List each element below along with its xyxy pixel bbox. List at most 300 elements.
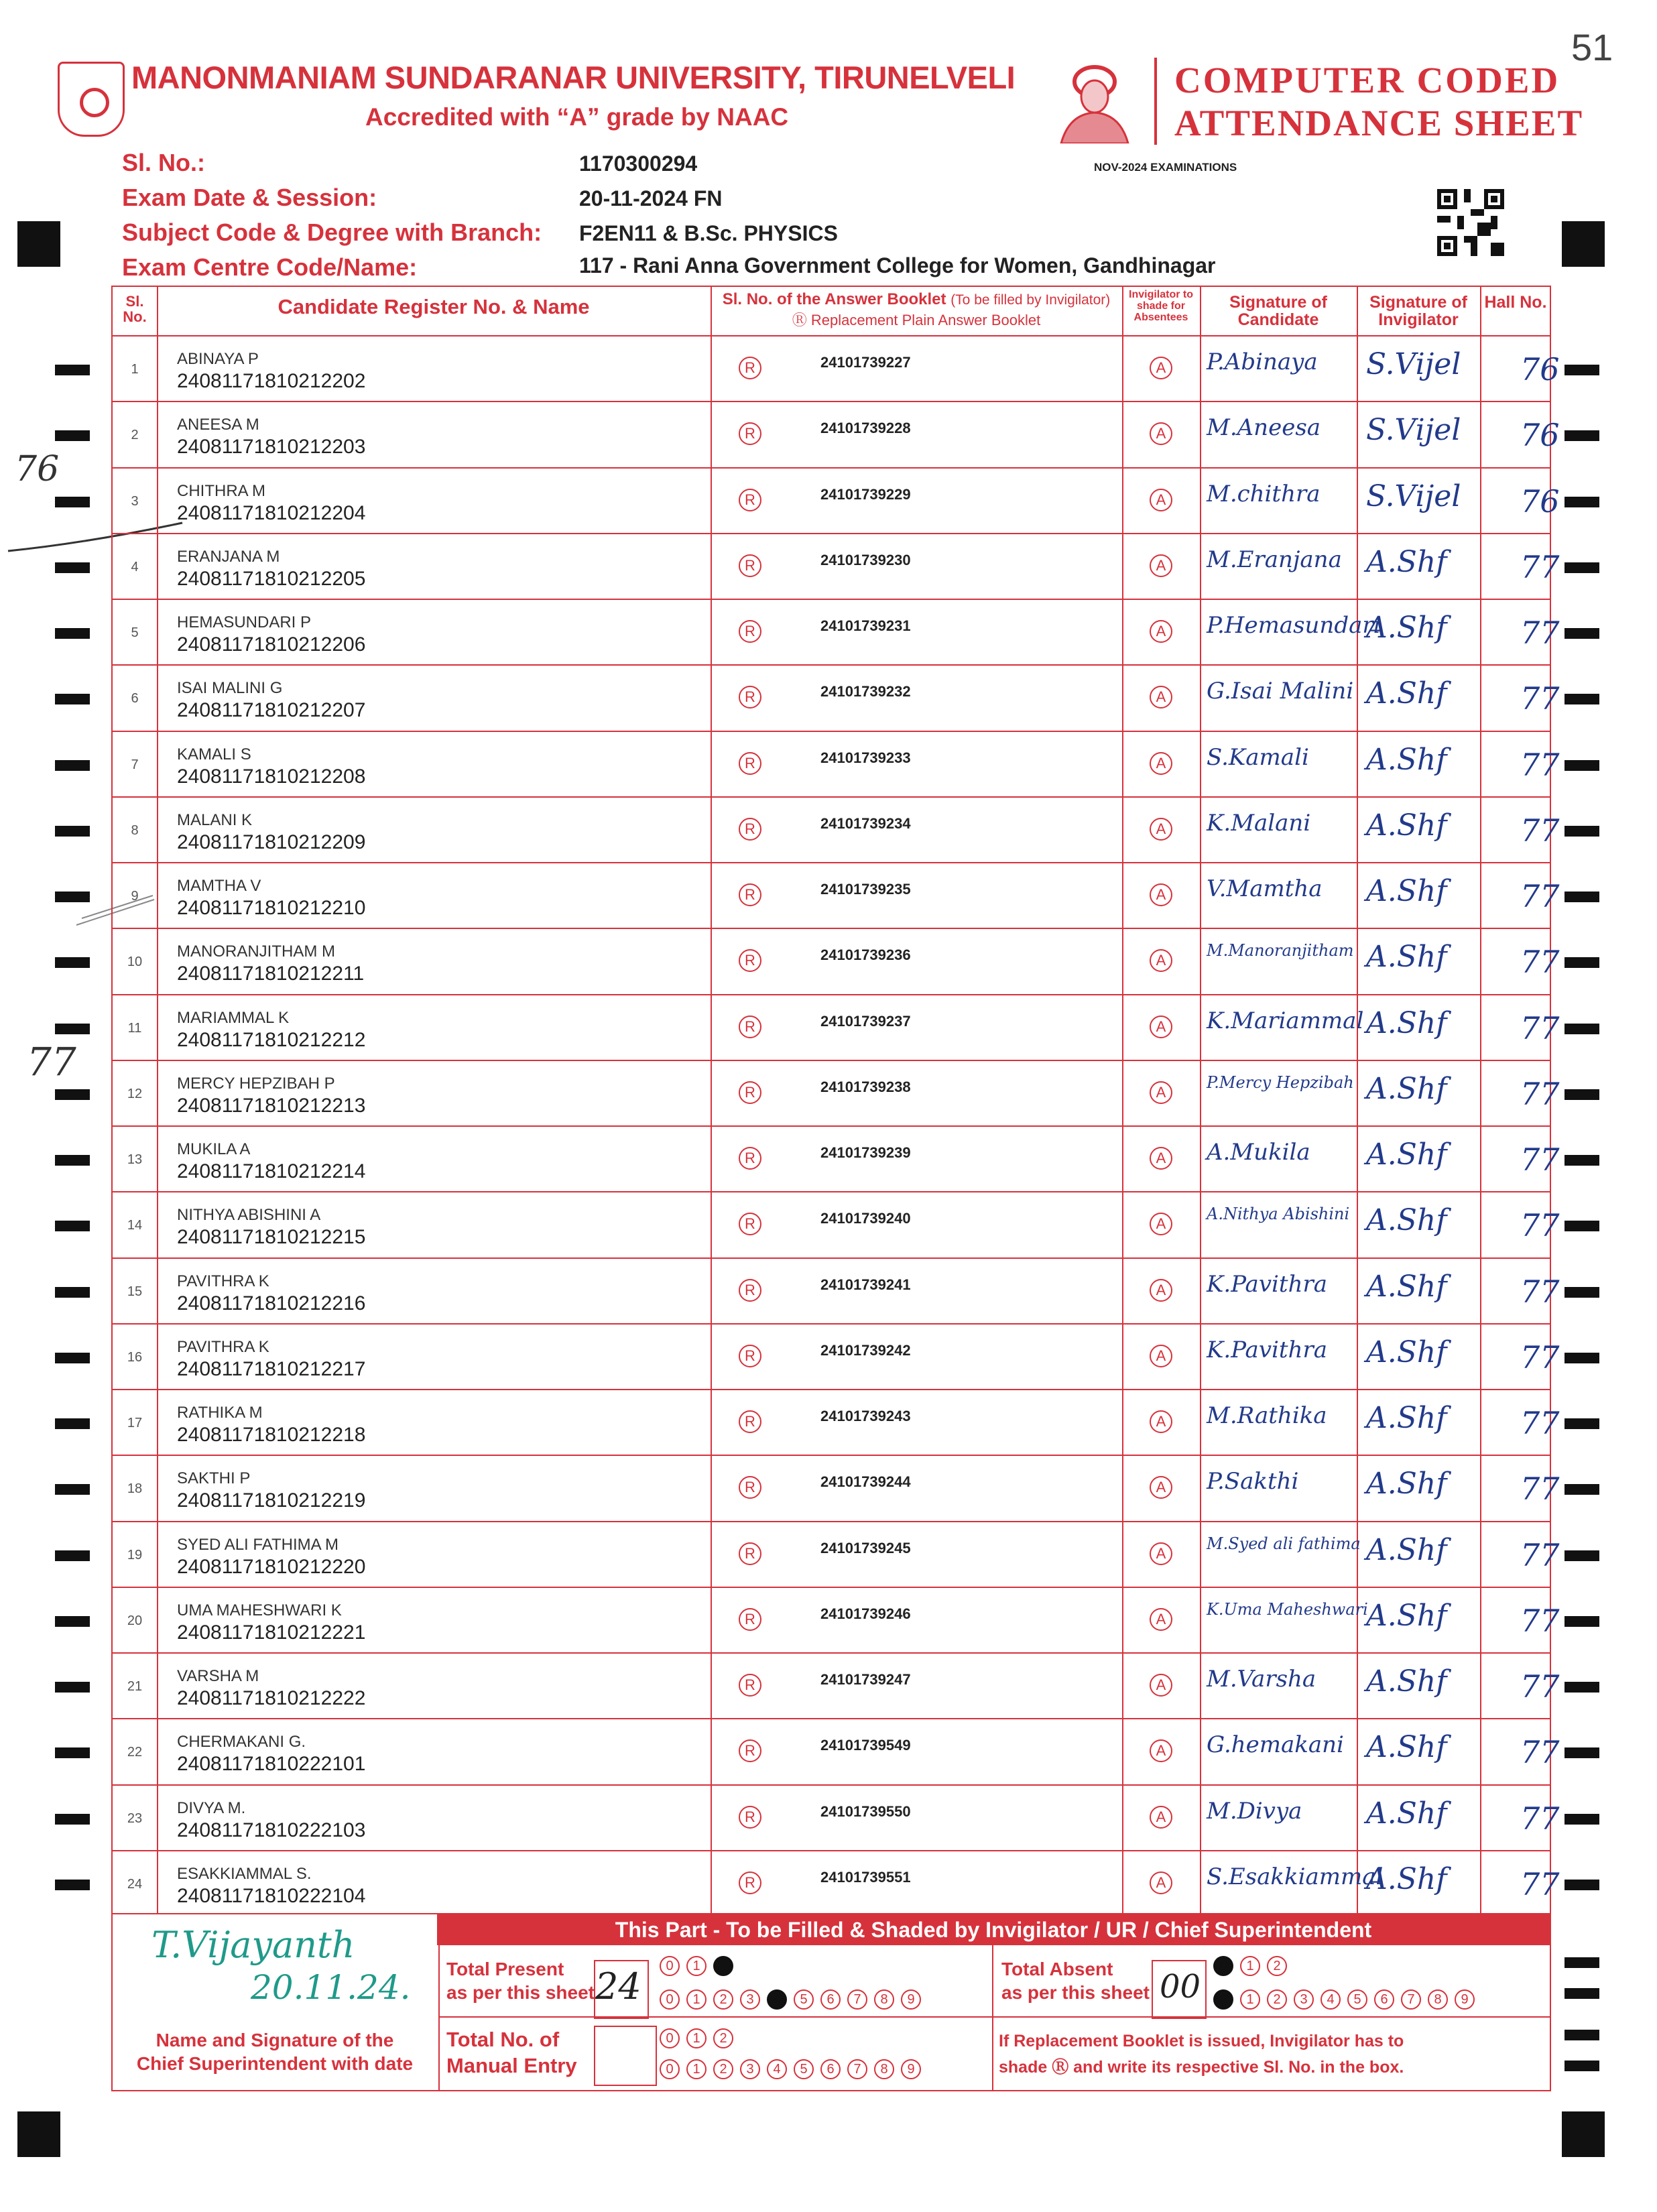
table-row xyxy=(113,1588,1560,1654)
invigilator-signature: A.Shf xyxy=(1366,1532,1447,1567)
replacement-bubble[interactable]: R xyxy=(739,1871,761,1894)
hall-number: 77 xyxy=(1520,615,1560,651)
candidate-name: SAKTHI P xyxy=(177,1469,251,1488)
margin-note-77: 77 xyxy=(27,1039,76,1085)
candidate-name: CHERMAKANI G. xyxy=(177,1733,306,1752)
candidate-signature: A.Mukila xyxy=(1207,1139,1310,1166)
replacement-bubble[interactable]: R xyxy=(739,620,761,643)
timing-mark xyxy=(1564,1616,1599,1627)
candidate-signature: P.Hemasundari xyxy=(1207,612,1381,639)
replacement-bubble[interactable]: R xyxy=(739,1279,761,1302)
invigilator-signature: A.Shf xyxy=(1366,874,1447,908)
candidate-signature: P.Sakthi xyxy=(1207,1468,1299,1495)
row-sl-no: 7 xyxy=(131,757,139,772)
digit-bubble[interactable]: 1 xyxy=(1240,1989,1260,2010)
register-number: 24081171810212204 xyxy=(177,501,366,524)
row-sl-no: 11 xyxy=(127,1020,142,1036)
absentee-bubble[interactable]: A xyxy=(1150,1016,1172,1038)
candidate-name: ISAI MALINI G xyxy=(177,679,283,698)
candidate-name: UMA MAHESHWARI K xyxy=(177,1601,342,1619)
booklet-number: 24101739549 xyxy=(820,1737,911,1754)
candidate-name: MANORANJITHAM M xyxy=(177,942,335,961)
hall-number: 77 xyxy=(1520,812,1560,849)
timing-mark xyxy=(55,1682,90,1693)
candidate-signature: V.Mamtha xyxy=(1207,875,1323,902)
candidate-name: ABINAYA P xyxy=(177,350,259,368)
candidate-name: DIVYA M. xyxy=(177,1798,246,1817)
absentee-bubble[interactable]: A xyxy=(1150,1806,1172,1829)
invigilator-signature: A.Shf xyxy=(1366,1269,1447,1304)
booklet-number: 24101739232 xyxy=(820,683,911,700)
booklet-number: 24101739236 xyxy=(820,946,911,964)
university-name: MANONMANIAM SUNDARANAR UNIVERSITY, TIRUNELVELI xyxy=(131,60,1016,95)
replacement-bubble[interactable]: R xyxy=(739,1081,761,1104)
sl-no-value: 1170300294 xyxy=(579,151,698,176)
table-row xyxy=(113,732,1560,798)
chief-label: Name and Signature of the Chief Superintendent with date xyxy=(136,2030,414,2074)
replacement-bubble[interactable]: R xyxy=(739,1608,761,1631)
digit-bubble[interactable]: 5 xyxy=(1347,1989,1367,2010)
replacement-bubble[interactable]: R xyxy=(739,1739,761,1762)
candidate-name: MUKILA A xyxy=(177,1140,251,1158)
replacement-bubble[interactable]: R xyxy=(739,883,761,906)
register-number: 24081171810212217 xyxy=(177,1357,366,1380)
row-sl-no: 13 xyxy=(127,1152,143,1167)
booklet-number: 24101739242 xyxy=(820,1341,911,1359)
timing-mark xyxy=(55,760,90,771)
digit-bubble[interactable]: 0 xyxy=(660,1989,680,2010)
digit-bubble[interactable]: 3 xyxy=(1294,1989,1314,2010)
sheet-title-line2: ATTENDANCE SHEET xyxy=(1174,103,1584,143)
table-row xyxy=(113,1786,1560,1851)
timing-mark xyxy=(55,1155,90,1166)
timing-mark xyxy=(55,1221,90,1231)
timing-mark xyxy=(1564,562,1599,573)
row-sl-no: 6 xyxy=(131,691,139,706)
row-sl-no: 18 xyxy=(127,1481,143,1497)
header-divider xyxy=(1154,58,1157,145)
hall-number: 77 xyxy=(1520,1207,1560,1244)
candidate-name: MARIAMMAL K xyxy=(177,1008,290,1027)
candidate-signature: K.Mariammal xyxy=(1207,1007,1364,1034)
timing-mark xyxy=(55,497,90,507)
absentee-bubble[interactable]: A xyxy=(1150,357,1172,379)
candidate-signature: M.Aneesa xyxy=(1207,414,1321,442)
absentee-bubble[interactable]: A xyxy=(1150,1739,1172,1762)
row-sl-no: 1 xyxy=(131,362,139,377)
absentee-bubble[interactable]: A xyxy=(1150,422,1172,445)
digit-bubble[interactable]: 1 xyxy=(686,1989,707,2010)
candidate-name: MERCY HEPZIBAH P xyxy=(177,1074,335,1093)
booklet-number: 24101739238 xyxy=(820,1078,911,1095)
digit-bubble[interactable]: 8 xyxy=(874,2059,894,2079)
register-number: 24081171810212219 xyxy=(177,1489,366,1512)
booklet-number: 24101739247 xyxy=(820,1671,911,1688)
digit-bubble[interactable]: 4 xyxy=(1321,1989,1341,2010)
digit-bubble[interactable]: 6 xyxy=(820,1989,841,2010)
qr-code-icon xyxy=(1437,189,1504,256)
replacement-bubble[interactable]: R xyxy=(739,752,761,775)
exam-date-label: Exam Date & Session: xyxy=(122,184,377,211)
digit-bubble[interactable]: 2 xyxy=(713,2059,733,2079)
booklet-number: 24101739551 xyxy=(820,1868,911,1886)
candidate-name: ESAKKIAMMAL S. xyxy=(177,1864,312,1883)
digit-bubble[interactable]: 7 xyxy=(1401,1989,1421,2010)
candidate-name: CHITHRA M xyxy=(177,481,265,500)
digit-bubble[interactable]: 9 xyxy=(901,1989,921,2010)
invigilator-signature: A.Shf xyxy=(1366,1401,1447,1435)
candidate-signature: K.Malani xyxy=(1207,809,1311,837)
replacement-bubble[interactable]: R xyxy=(739,818,761,841)
absentee-bubble[interactable]: A xyxy=(1150,1345,1172,1367)
absentee-bubble[interactable]: A xyxy=(1150,489,1172,511)
digit-bubble[interactable]: 4 xyxy=(767,2059,787,2079)
timing-mark xyxy=(1564,1814,1599,1825)
hall-number: 77 xyxy=(1520,680,1560,717)
candidate-name: PAVITHRA K xyxy=(177,1337,269,1356)
exam-series: NOV-2024 EXAMINATIONS xyxy=(1094,161,1237,174)
register-number: 24081171810212215 xyxy=(177,1226,366,1249)
booklet-number: 24101739233 xyxy=(820,749,911,766)
absentee-bubble[interactable]: A xyxy=(1150,1674,1172,1697)
replacement-bubble[interactable]: R xyxy=(739,1147,761,1170)
margin-note-76: 76 xyxy=(15,449,60,489)
replacement-bubble[interactable]: R xyxy=(739,686,761,709)
replacement-bubble[interactable]: R xyxy=(739,1476,761,1499)
col-hall-header: Hall No. xyxy=(1484,293,1547,312)
candidate-name: KAMALI S xyxy=(177,745,251,763)
hall-number: 77 xyxy=(1520,1273,1560,1310)
row-sl-no: 10 xyxy=(127,955,143,970)
digit-bubble[interactable]: 0 xyxy=(1213,1956,1233,1976)
table-row xyxy=(113,863,1560,929)
candidate-name: MAMTHA V xyxy=(177,877,261,895)
digit-bubble[interactable]: 0 xyxy=(660,2028,680,2048)
row-sl-no: 5 xyxy=(131,625,139,640)
candidate-signature: S.Kamali xyxy=(1207,743,1309,771)
absentee-bubble[interactable]: A xyxy=(1150,554,1172,577)
row-sl-no: 15 xyxy=(127,1284,143,1299)
replacement-bubble[interactable]: R xyxy=(739,1542,761,1565)
digit-bubble[interactable]: 7 xyxy=(847,1989,867,2010)
timing-mark xyxy=(1564,430,1599,441)
candidate-signature: M.Varsha xyxy=(1207,1666,1316,1693)
candidate-name: PAVITHRA K xyxy=(177,1272,269,1290)
timing-mark xyxy=(1564,760,1599,771)
accreditation-text: Accredited with “A” grade by NAAC xyxy=(365,103,789,131)
table-row xyxy=(113,1390,1560,1456)
replacement-bubble[interactable]: R xyxy=(739,1674,761,1697)
absentee-bubble[interactable]: A xyxy=(1150,752,1172,775)
timing-mark xyxy=(55,1024,90,1034)
digit-bubble[interactable]: 0 xyxy=(660,2059,680,2079)
register-number: 24081171810212220 xyxy=(177,1555,366,1578)
register-number: 24081171810212207 xyxy=(177,699,366,722)
digit-bubble[interactable]: 6 xyxy=(1374,1989,1394,2010)
register-number: 24081171810212212 xyxy=(177,1028,366,1051)
invigilator-signature: A.Shf xyxy=(1366,940,1447,975)
table-row xyxy=(113,1851,1560,1917)
hall-number: 76 xyxy=(1520,417,1560,454)
table-row xyxy=(113,336,1560,402)
replacement-bubble[interactable]: R xyxy=(739,357,761,379)
hall-number: 77 xyxy=(1520,1075,1560,1112)
absentee-bubble[interactable]: A xyxy=(1150,1476,1172,1499)
digit-bubble[interactable]: 1 xyxy=(686,2059,707,2079)
candidate-name: HEMASUNDARI P xyxy=(177,613,312,631)
booklet-number: 24101739241 xyxy=(820,1276,911,1293)
replacement-bubble[interactable]: R xyxy=(739,1213,761,1235)
timing-mark xyxy=(1562,2111,1605,2157)
hall-number: 77 xyxy=(1520,1602,1560,1639)
digit-bubble[interactable]: 8 xyxy=(874,1989,894,2010)
digit-bubble[interactable]: 2 xyxy=(713,2028,733,2048)
absentee-bubble[interactable]: A xyxy=(1150,1081,1172,1104)
row-sl-no: 19 xyxy=(127,1547,143,1562)
timing-mark xyxy=(1564,497,1599,507)
replacement-note: If Replacement Booklet is issued, Invigilator has to shade Ⓡ and write its respective Sl. No. in the box. xyxy=(999,2032,1404,2077)
absentee-bubble[interactable]: A xyxy=(1150,620,1172,643)
row-sl-no: 21 xyxy=(127,1679,143,1694)
invigilator-signature: A.Shf xyxy=(1366,1335,1447,1369)
invigilator-signature: A.Shf xyxy=(1366,1467,1447,1501)
digit-bubble[interactable]: 3 xyxy=(740,1989,760,2010)
chief-signature: T.Vijayanth xyxy=(151,1924,355,1966)
candidate-signature: G.hemakani xyxy=(1207,1731,1344,1759)
total-absent-label: Total Absent as per this sheet xyxy=(1001,1959,1150,2003)
invigilator-signature: A.Shf xyxy=(1366,1138,1447,1172)
candidate-signature: S.Esakkiammal xyxy=(1207,1863,1384,1890)
digit-bubble[interactable]: 2 xyxy=(713,1989,733,2010)
timing-mark xyxy=(17,2111,60,2157)
timing-mark xyxy=(1564,365,1599,375)
row-sl-no: 4 xyxy=(131,559,139,574)
digit-bubble[interactable]: 9 xyxy=(901,2059,921,2079)
hall-number: 77 xyxy=(1520,1009,1560,1046)
booklet-number: 24101739234 xyxy=(820,814,911,832)
register-number: 24081171810212218 xyxy=(177,1424,366,1446)
row-sl-no: 17 xyxy=(127,1416,143,1430)
replacement-bubble[interactable]: R xyxy=(739,1806,761,1829)
invigilator-signature: A.Shf xyxy=(1366,544,1447,579)
timing-mark xyxy=(55,1089,90,1100)
booklet-number: 24101739245 xyxy=(820,1539,911,1556)
invigilator-signature: A.Shf xyxy=(1366,1664,1447,1699)
register-number: 24081171810212208 xyxy=(177,765,366,788)
university-logo xyxy=(58,62,125,137)
table-row xyxy=(113,1192,1560,1258)
hall-number: 77 xyxy=(1520,746,1560,783)
total-present-label: Total Present as per this sheet xyxy=(446,1959,595,2003)
invigilator-signature: S.Vijel xyxy=(1366,347,1461,381)
col-sl-header: Sl. No. xyxy=(123,293,147,326)
col-candidate-header: Candidate Register No. & Name xyxy=(278,295,590,318)
replacement-bubble[interactable]: R xyxy=(739,554,761,577)
table-row xyxy=(113,1325,1560,1390)
timing-mark xyxy=(55,1418,90,1429)
col-sig-invigilator-header: Signature of Invigilator xyxy=(1369,293,1467,330)
candidate-signature: M.Eranjana xyxy=(1207,546,1342,573)
chief-sign-date: 20.11.24. xyxy=(251,1968,411,2007)
booklet-number: 24101739231 xyxy=(820,617,911,634)
replacement-bubble[interactable]: R xyxy=(739,422,761,445)
candidate-signature: K.Pavithra xyxy=(1207,1270,1327,1298)
digit-bubble[interactable]: 2 xyxy=(713,1956,733,1976)
manual-entry-label: Total No. of Manual Entry xyxy=(446,2028,577,2077)
booklet-number: 24101739243 xyxy=(820,1408,911,1424)
timing-mark xyxy=(1564,1353,1599,1363)
row-sl-no: 8 xyxy=(131,822,139,838)
candidate-name: MALANI K xyxy=(177,810,253,829)
candidate-signature: M.chithra xyxy=(1207,480,1321,507)
absentee-bubble[interactable]: A xyxy=(1150,1213,1172,1235)
col-booklet-header: Sl. No. of the Answer Booklet (To be filled by Invigilator) xyxy=(722,290,1111,308)
digit-bubble[interactable]: 9 xyxy=(1455,1989,1475,2010)
hall-number: 77 xyxy=(1520,1339,1560,1375)
timing-mark xyxy=(55,562,90,573)
row-sl-no: 2 xyxy=(131,428,139,443)
candidate-signature: P.Mercy Hepzibah xyxy=(1207,1072,1354,1092)
register-number: 24081171810222101 xyxy=(177,1753,366,1776)
hall-number: 77 xyxy=(1520,1536,1560,1573)
timing-mark xyxy=(1564,1550,1599,1561)
timing-mark xyxy=(55,694,90,704)
invigilator-signature: A.Shf xyxy=(1366,676,1447,711)
absentee-bubble[interactable]: A xyxy=(1150,1147,1172,1170)
candidate-signature: M.Divya xyxy=(1207,1797,1302,1825)
invigilator-signature: A.Shf xyxy=(1366,611,1447,645)
digit-bubble[interactable]: 1 xyxy=(1240,1956,1260,1976)
absentee-bubble[interactable]: A xyxy=(1150,818,1172,841)
digit-bubble[interactable]: 0 xyxy=(660,1956,680,1976)
digit-bubble[interactable]: 6 xyxy=(820,2059,841,2079)
digit-bubble[interactable]: 5 xyxy=(794,2059,814,2079)
absentee-bubble[interactable]: A xyxy=(1150,686,1172,709)
timing-mark xyxy=(55,1747,90,1758)
absentee-bubble[interactable]: A xyxy=(1150,949,1172,972)
timing-mark xyxy=(55,1814,90,1825)
table-row xyxy=(113,1654,1560,1719)
digit-bubble[interactable]: 8 xyxy=(1428,1989,1448,2010)
timing-mark xyxy=(1564,1418,1599,1429)
table-row xyxy=(113,534,1560,600)
table-row xyxy=(113,469,1560,534)
invigilator-signature: A.Shf xyxy=(1366,742,1447,777)
hall-number: 77 xyxy=(1520,878,1560,914)
absentee-bubble[interactable]: A xyxy=(1150,1279,1172,1302)
timing-mark xyxy=(55,1287,90,1298)
candidate-signature: M.Syed ali fathima xyxy=(1207,1534,1361,1553)
invigilator-signature: A.Shf xyxy=(1366,1203,1447,1238)
candidate-signature: M.Rathika xyxy=(1207,1402,1327,1429)
digit-bubble[interactable]: 2 xyxy=(1267,1956,1287,1976)
table-row xyxy=(113,995,1560,1061)
timing-mark xyxy=(1564,1484,1599,1495)
table-row xyxy=(113,1719,1560,1785)
candidate-signature: K.Pavithra xyxy=(1207,1336,1327,1363)
timing-mark xyxy=(55,1353,90,1363)
register-number: 24081171810212214 xyxy=(177,1160,366,1182)
digit-bubble[interactable]: 1 xyxy=(686,1956,707,1976)
replacement-bubble[interactable]: R xyxy=(739,1016,761,1038)
centre-label: Exam Centre Code/Name: xyxy=(122,253,418,281)
sheet-title-line1: COMPUTER CODED xyxy=(1174,60,1560,101)
register-number: 24081171810212221 xyxy=(177,1621,366,1644)
digit-bubble[interactable]: 2 xyxy=(1267,1989,1287,2010)
replacement-bubble[interactable]: R xyxy=(739,949,761,972)
register-number: 24081171810212202 xyxy=(177,370,366,392)
hall-number: 77 xyxy=(1520,1865,1560,1902)
digit-bubble[interactable]: 7 xyxy=(847,2059,867,2079)
absentee-bubble[interactable]: A xyxy=(1150,883,1172,906)
timing-mark xyxy=(1562,221,1605,267)
manual-entry-box[interactable] xyxy=(594,2026,657,2086)
candidate-name: RATHIKA M xyxy=(177,1404,263,1422)
table-row xyxy=(113,1456,1560,1522)
absentee-bubble[interactable]: A xyxy=(1150,1542,1172,1565)
register-number: 24081171810212203 xyxy=(177,436,366,458)
digit-bubble[interactable]: 3 xyxy=(740,2059,760,2079)
footer-title-bar: This Part - To be Filled & Shaded by Invigilator / UR / Chief Superintendent xyxy=(437,1914,1550,1945)
exam-date-value: 20-11-2024 FN xyxy=(579,186,723,210)
register-number: 24081171810212210 xyxy=(177,897,366,919)
row-sl-no: 12 xyxy=(127,1086,143,1101)
register-number: 24081171810212211 xyxy=(177,963,365,985)
timing-mark xyxy=(55,957,90,968)
absentee-bubble[interactable]: A xyxy=(1150,1871,1172,1894)
timing-mark xyxy=(55,1616,90,1627)
candidate-name: VARSHA M xyxy=(177,1667,259,1685)
booklet-number: 24101739235 xyxy=(820,881,911,898)
table-row xyxy=(113,600,1560,666)
digit-bubble[interactable]: 5 xyxy=(794,1989,814,2010)
digit-bubble[interactable]: 4 xyxy=(767,1989,787,2010)
candidate-signature: G.Isai Malini xyxy=(1207,678,1354,705)
invigilator-signature: A.Shf xyxy=(1366,1071,1447,1106)
booklet-number: 24101739246 xyxy=(820,1605,911,1622)
sl-no-label: Sl. No.: xyxy=(122,149,205,176)
timing-mark xyxy=(17,221,60,267)
timing-mark xyxy=(1564,1988,1599,1999)
timing-mark xyxy=(55,826,90,837)
table-row xyxy=(113,798,1560,863)
attendance-table xyxy=(111,286,1560,1914)
row-sl-no: 9 xyxy=(131,889,139,904)
candidate-signature: P.Abinaya xyxy=(1207,349,1318,375)
hall-number: 77 xyxy=(1520,944,1560,981)
replacement-bubble[interactable]: R xyxy=(739,489,761,511)
timing-mark xyxy=(1564,694,1599,704)
hall-number: 77 xyxy=(1520,1142,1560,1178)
timing-mark xyxy=(55,365,90,375)
invigilator-signature: A.Shf xyxy=(1366,1005,1447,1040)
timing-mark xyxy=(55,430,90,441)
booklet-number: 24101739244 xyxy=(820,1473,911,1491)
digit-bubble[interactable]: 1 xyxy=(686,2028,707,2048)
table-row xyxy=(113,1061,1560,1127)
invigilator-signature: A.Shf xyxy=(1366,808,1447,843)
absentee-bubble[interactable]: A xyxy=(1150,1410,1172,1433)
absentee-bubble[interactable]: A xyxy=(1150,1608,1172,1631)
row-sl-no: 14 xyxy=(127,1218,143,1233)
replacement-bubble[interactable]: R xyxy=(739,1410,761,1433)
booklet-number: 24101739228 xyxy=(820,420,911,437)
digit-bubble[interactable]: 0 xyxy=(1213,1989,1233,2010)
timing-mark xyxy=(1564,1682,1599,1693)
hall-number: 77 xyxy=(1520,548,1560,585)
replacement-bubble[interactable]: R xyxy=(739,1345,761,1367)
col-sig-candidate-header: Signature of Candidate xyxy=(1229,293,1327,330)
